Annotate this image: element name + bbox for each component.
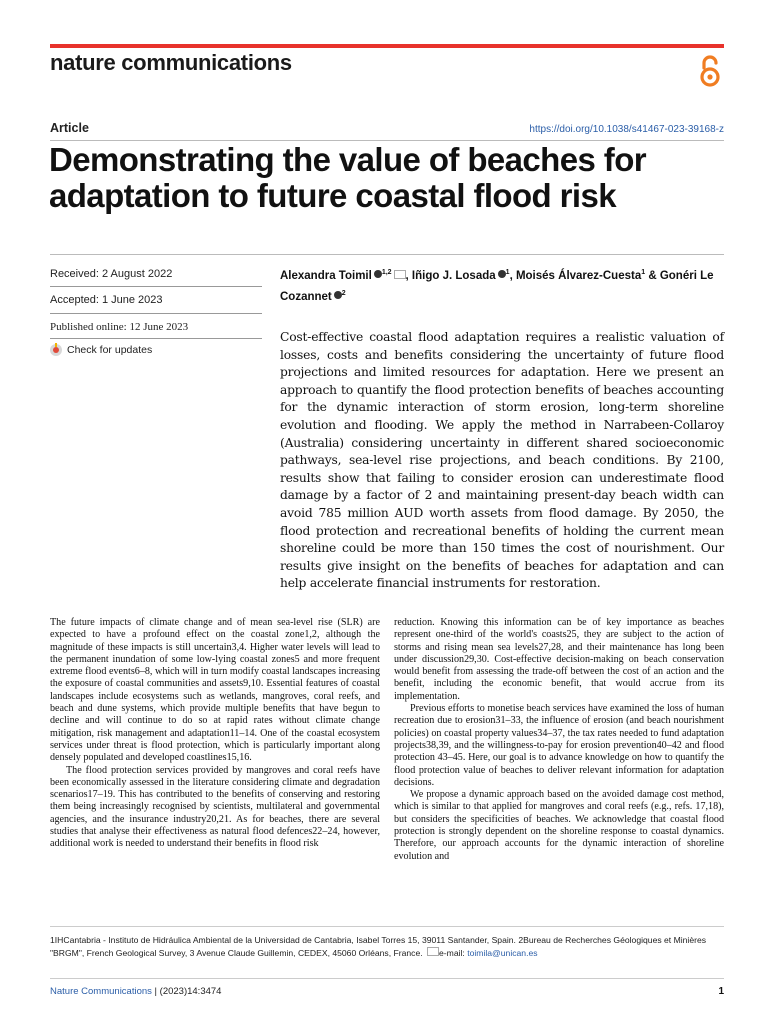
- author-name[interactable]: Alexandra Toimil: [280, 269, 372, 282]
- orcid-icon[interactable]: [334, 291, 342, 299]
- author-name[interactable]: , Iñigo J. Losada: [405, 269, 496, 282]
- open-access-icon: [697, 54, 723, 88]
- email-icon[interactable]: [394, 270, 406, 279]
- author-affiliation-sup: 1: [641, 269, 646, 276]
- author-affiliation-sup: 2: [341, 289, 346, 297]
- title-divider: [50, 254, 724, 255]
- crossmark-icon: [50, 344, 62, 356]
- affiliation-divider: [50, 926, 724, 927]
- orcid-icon[interactable]: [498, 270, 506, 278]
- abstract: Cost-effective coastal flood adaptation requires a realistic valuation of losses, costs and benefits considering the uncertainty of future flood projections and limited resources for adaptation. Here we present an approach to quantify the flood protection benefits of beaches accounting for the dynamic interaction of storm erosion, long-term shoreline evolution and flooding. We apply the method in Narrabeen-Collaroy (Australia) considering uncertainty in different shared socioeconomic pathways, sea-level rise projections, and beach conditions. By 2100, results show that failing to consider erosion can underestimate flood damage by a factor of 2 and maintaining present-day beach width can avoid 785 million AUD worth assets from flood damage. By 2050, the flood protection and recreational benefits of holding the current mean shoreline could be more than 150 times the cost of nourishment. Our results give insight on the benefits of beaches for adaptation and can help accelerate financial instruments for restoration.: [280, 330, 724, 591]
- doi-link[interactable]: https://doi.org/10.1038/s41467-023-39168-z: [529, 124, 724, 135]
- body-column-right: [394, 617, 724, 863]
- article-type-label: Article: [50, 121, 89, 135]
- footer-volume: | (2023)14:3474: [151, 986, 222, 997]
- body-column-left: [50, 617, 380, 851]
- email-label: e-mail:: [439, 948, 465, 958]
- received-date: Received: 2 August 2022: [50, 268, 173, 280]
- body-paragraph: The flood protection services provided by mangroves and coral reefs have been economically assessed in the literature considering climate and degradation scenarios17–19. This has contributed to the benefits of conserving and restoring them being increasingly recognised by scientists, multilateral and governmental agencies, and the insurance industry20,21. As for beaches, there are several studies that analyse their effectiveness as natural flood defences22–24, however, additional work is needed to understand their benefits in flood risk: [50, 764, 380, 850]
- affiliations: [50, 934, 726, 960]
- check-for-updates-button[interactable]: [50, 344, 152, 356]
- footer-citation: [50, 986, 221, 997]
- accepted-date: Accepted: 1 June 2023: [50, 294, 163, 306]
- check-for-updates-label: Check for updates: [67, 344, 153, 356]
- author-list: [280, 264, 730, 306]
- journal-name: nature communications: [50, 50, 292, 75]
- author-affiliation-sup: 1,2: [381, 269, 392, 276]
- author-name[interactable]: , Moisés Álvarez-Cuesta: [509, 269, 642, 282]
- page-number: 1: [718, 986, 724, 997]
- top-accent-bar: [50, 44, 724, 48]
- meta-divider: [50, 338, 262, 339]
- orcid-icon[interactable]: [374, 270, 382, 278]
- footer-divider: [50, 978, 724, 979]
- footer-journal-link[interactable]: Nature Communications: [50, 986, 152, 997]
- published-date: Published online: 12 June 2023: [50, 321, 189, 333]
- author-name[interactable]: & Gonéri Le Cozannet: [280, 269, 714, 303]
- body-paragraph: We propose a dynamic approach based on the avoided damage cost method, which is similar to that applied for mangroves and coral reefs (e.g., refs. 17,18), but considers the specificities of beaches. We acknowledge that coastal flood protection is strongly dependent on the shoreline response to coastal dynamics. Therefore, our approach accounts for the dynamic interaction of shoreline evolution and: [394, 789, 724, 862]
- article-title: Demonstrating the value of beaches for adaptation to future coastal flood risk: [49, 141, 646, 214]
- meta-divider: [50, 286, 262, 287]
- body-paragraph: reduction. Knowing this information can be of key importance as beaches represent one-third of the world's coasts25, they are subject to the action of storms and rising mean sea levels27,28, and their maintenance has long been under discussion29,30. Cost-effective decision-making on beach conservation would benefit from assessing the trade-off between the cost of an action and the benefit, including the economic benefit, that would accrue from its implementation.: [394, 617, 724, 702]
- affiliation-text: 1IHCantabria - Instituto de Hidráulica Ambiental de la Universidad de Cantabria, Isabel Torres 15, 39011 Santander, Spain. 2Bureau de Recherches Géologiques et Minières "BRGM", French Geological Survey, 3 Avenue Claude Guillemin, CEDEX, 45060 Orléans, France.: [50, 935, 707, 958]
- body-paragraph: Previous efforts to monetise beach services have examined the loss of human recreation due to erosion31–33, the influence of erosion (and beach nourishment policies) on coastal property values34–37, the tax rates needed to fund adaptation projects38,39, and the willingness-to-pay for erosion prevention40–42 and flood protection 43–45. Here, our goal is to advance knowledge on how to quantify the flood protection value of beaches to deliver relevant information for adaptation decisions.: [394, 703, 724, 788]
- author-email-link[interactable]: toimila@unican.es: [467, 948, 538, 958]
- email-icon: [427, 947, 439, 956]
- author-affiliation-sup: 1: [505, 269, 510, 276]
- meta-divider: [50, 313, 262, 314]
- body-paragraph: The future impacts of climate change and of mean sea-level rise (SLR) are expected to have a profound effect on the coastal zone1,2, although the magnitude of these impacts is still uncertain3,4. Higher water levels will lead to the permanent inundation of some low-lying coastal zones5 and more frequent extreme flood events6–8, which will in turn modify coastal landscapes increasing the exposure of coastal communities and assets9,10. Essential features of coastal landscapes include ecosystems such as wetlands, mangroves, coral reefs, and beach and dune systems, which provide multiple benefits that have begun to decline and will continue to do so at rapid rates without climate change mitigation, risk management and adaptation11–14. One of the coastal ecosystem services under threat is flood protection, which is particularly important along densely populated and developed coastlines15,16.: [50, 617, 380, 764]
